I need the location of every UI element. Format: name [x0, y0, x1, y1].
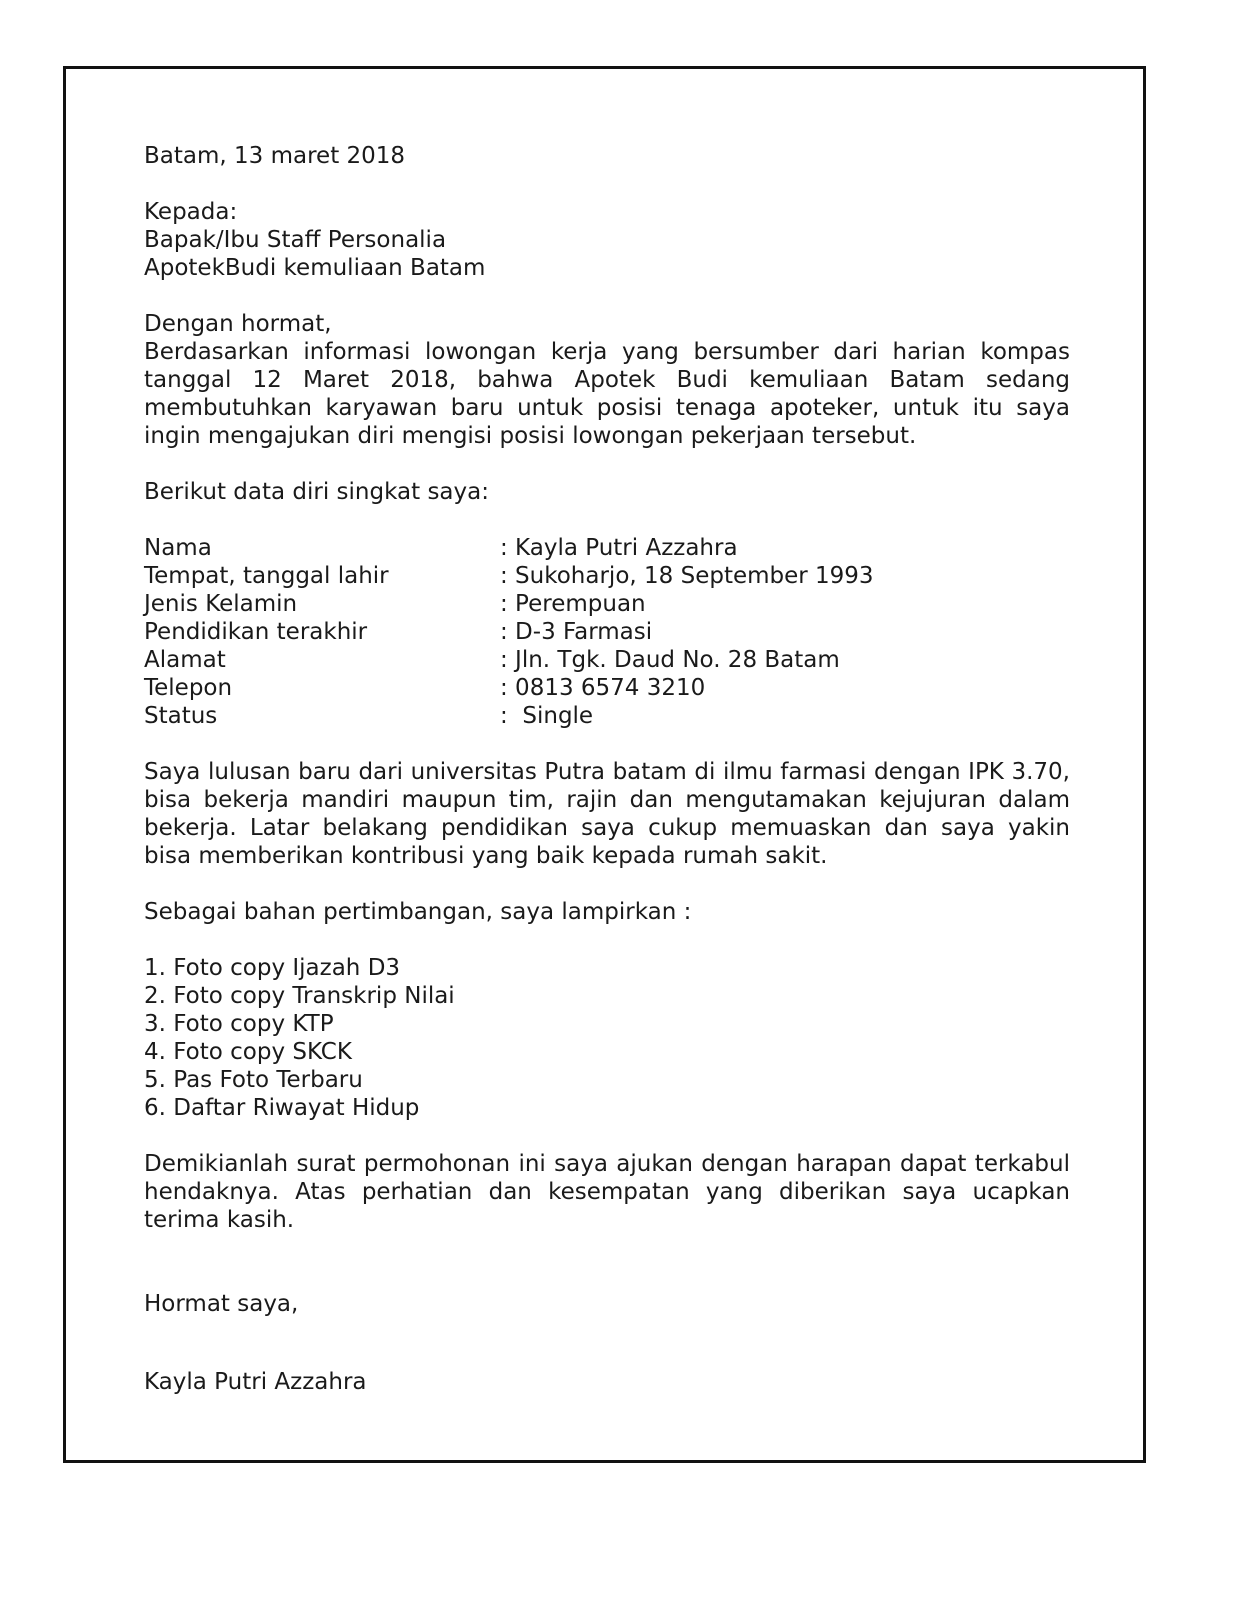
personal-data-value: : 0813 6574 3210 [500, 675, 706, 701]
personal-data-value: : D-3 Farmasi [500, 619, 653, 645]
personal-data-label: Nama [144, 535, 212, 561]
list-item: 5. Pas Foto Terbaru [144, 1067, 363, 1093]
personal-data-row [144, 590, 1070, 618]
personal-data-value: : Jln. Tgk. Daud No. 28 Batam [500, 647, 840, 673]
personal-data-label: Jenis Kelamin [144, 591, 298, 617]
spacer [144, 1234, 1070, 1290]
list-item: 6. Daftar Riwayat Hidup [144, 1095, 420, 1121]
personal-data-label: Telepon [144, 675, 233, 701]
list-item: 4. Foto copy SKCK [144, 1039, 352, 1065]
personal-data-row [144, 618, 1070, 646]
personal-data-value: : Perempuan [500, 591, 646, 617]
salutation: Dengan hormat, [144, 311, 332, 337]
qualification-paragraph: Saya lulusan baru dari universitas Putra batam di ilmu farmasi dengan IPK 3.70, bisa bekerja mandiri maupun tim, rajin dan mengutamakan kejujuran dalam bekerja. Latar belakang pendidikan saya cukup memuaskan dan saya yakin bisa memberikan kontribusi yang baik kepada rumah sakit. [144, 759, 1070, 869]
data-intro: Berikut data diri singkat saya: [144, 479, 489, 505]
intro-paragraph: Berdasarkan informasi lowongan kerja yang bersumber dari harian kompas tanggal 12 Maret 2018, bahwa Apotek Budi kemuliaan Batam sedang membutuhkan karyawan baru untuk posisi tenaga apoteker, untuk itu saya ingin mengajukan diri mengisi posisi lowongan pekerjaan tersebut. [144, 339, 1070, 449]
personal-data-row [144, 674, 1070, 702]
personal-data-value: : Single [500, 703, 594, 729]
personal-data-value: : Kayla Putri Azzahra [500, 535, 738, 561]
personal-data-label: Alamat [144, 647, 226, 673]
signature-name: Kayla Putri Azzahra [144, 1369, 367, 1395]
personal-data-row [144, 702, 1070, 730]
closing-paragraph: Demikianlah surat permohonan ini saya ajukan dengan harapan dapat terkabul hendaknya. Atas perhatian dan kesempatan yang diberikan saya ucapkan terima kasih. [144, 1151, 1070, 1233]
spacer [144, 730, 1070, 758]
spacer [144, 870, 1070, 898]
spacer [144, 282, 1070, 310]
spacer [144, 1122, 1070, 1150]
personal-data-row [144, 562, 1070, 590]
recipient-name: Bapak/Ibu Staff Personalia [144, 227, 447, 253]
recipient-company: ApotekBudi kemuliaan Batam [144, 255, 486, 281]
spacer [144, 170, 1070, 198]
personal-data-table [144, 534, 1070, 730]
personal-data-row [144, 534, 1070, 562]
personal-data-row [144, 646, 1070, 674]
place-date: Batam, 13 maret 2018 [144, 143, 406, 169]
list-item: 2. Foto copy Transkrip Nilai [144, 983, 455, 1009]
spacer [144, 450, 1070, 478]
personal-data-label: Tempat, tanggal lahir [144, 563, 389, 589]
spacer [144, 1318, 1070, 1368]
attachments-list [144, 954, 1070, 1122]
letter-body [144, 142, 1070, 1396]
personal-data-value: : Sukoharjo, 18 September 1993 [500, 563, 874, 589]
recipient-block [144, 198, 1070, 282]
spacer [144, 926, 1070, 954]
personal-data-label: Status [144, 703, 218, 729]
personal-data-label: Pendidikan terakhir [144, 619, 368, 645]
recipient-heading: Kepada: [144, 199, 238, 225]
list-item: 1. Foto copy Ijazah D3 [144, 955, 401, 981]
attachments-intro: Sebagai bahan pertimbangan, saya lampirkan : [144, 899, 692, 925]
list-item: 3. Foto copy KTP [144, 1011, 334, 1037]
closing-phrase: Hormat saya, [144, 1291, 299, 1317]
spacer [144, 506, 1070, 534]
